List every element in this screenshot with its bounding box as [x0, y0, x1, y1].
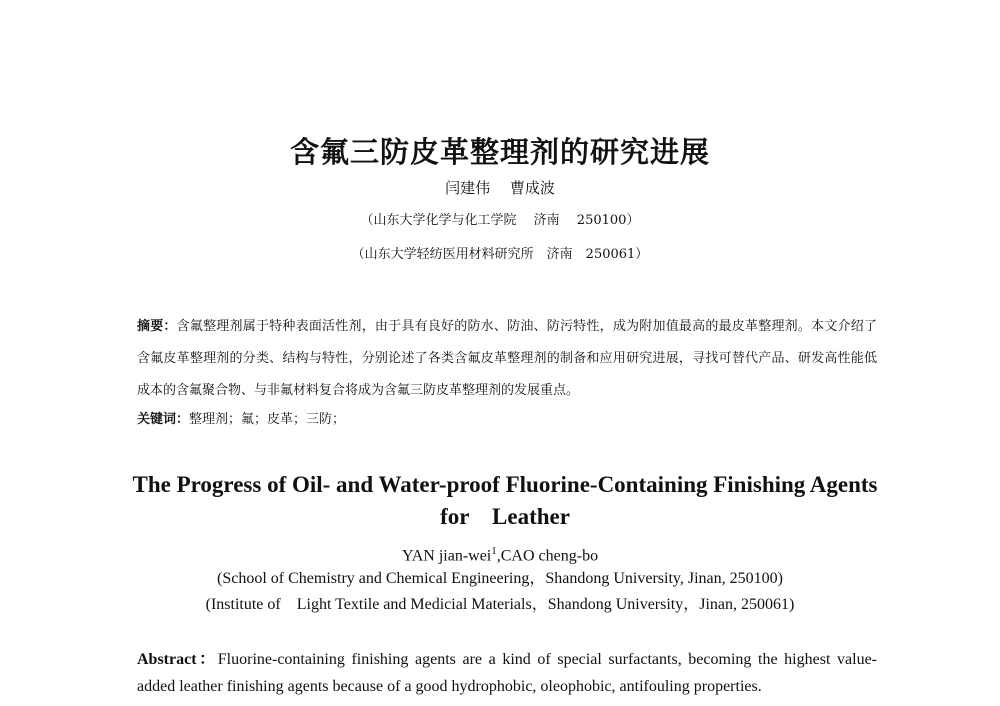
english-author-2: ,CAO cheng-bo — [496, 547, 599, 565]
english-affiliation-1: (School of Chemistry and Chemical Engineering，Shandong University, Jinan, 250100) — [217, 570, 783, 587]
chinese-keywords — [137, 408, 877, 432]
chinese-keywords-label: 关键词： — [137, 412, 190, 427]
english-title: The Progress of Oil- and Water-proof Fluorine-Containing Finishing Agents for Leather — [132, 472, 884, 529]
chinese-affiliation-1: （山东大学化学与化工学院 济南 250100） — [360, 213, 640, 228]
english-authors — [0, 540, 1000, 567]
english-author-1-superscript: 1 — [491, 545, 497, 557]
english-affiliation-2: (Institute of Light Textile and Medicial Materials，Shandong University，Jinan, 250061) — [205, 596, 795, 613]
chinese-keywords-text: 整理剂；氟；皮革；三防； — [189, 412, 346, 427]
english-author-1: YAN jian-wei — [401, 547, 492, 565]
chinese-affiliation-2: （山东大学轻纺医用材料研究所 济南 250061） — [351, 247, 649, 262]
english-abstract-label: Abstract： — [137, 651, 218, 668]
chinese-abstract — [137, 311, 877, 407]
chinese-abstract-label: 摘要： — [137, 319, 177, 334]
chinese-abstract-text: 含氟整理剂属于特种表面活性剂，由于具有良好的防水、防油、防污特性，成为附加值最高的最皮革整理剂。本文介绍了含氟皮革整理剂的分类、结构与特性，分别论述了各类含氟皮革整理剂的制备和应用研究进展，寻找可替代产品、研发高性能低成本的含氟聚合物、与非氟材料复合将成为含氟三防皮革整理剂的发展重点。 — [137, 319, 877, 398]
english-abstract — [137, 646, 877, 700]
chinese-authors: 闫建伟 曹成波 — [445, 179, 555, 197]
chinese-title: 含氟三防皮革整理剂的研究进展 — [289, 135, 710, 169]
english-abstract-text: Fluorine-containing finishing agents are a kind of special surfactants, becoming the highest value-added leather finishing agents because of a good hydrophobic, oleophobic, antifouling properties. — [137, 651, 877, 695]
